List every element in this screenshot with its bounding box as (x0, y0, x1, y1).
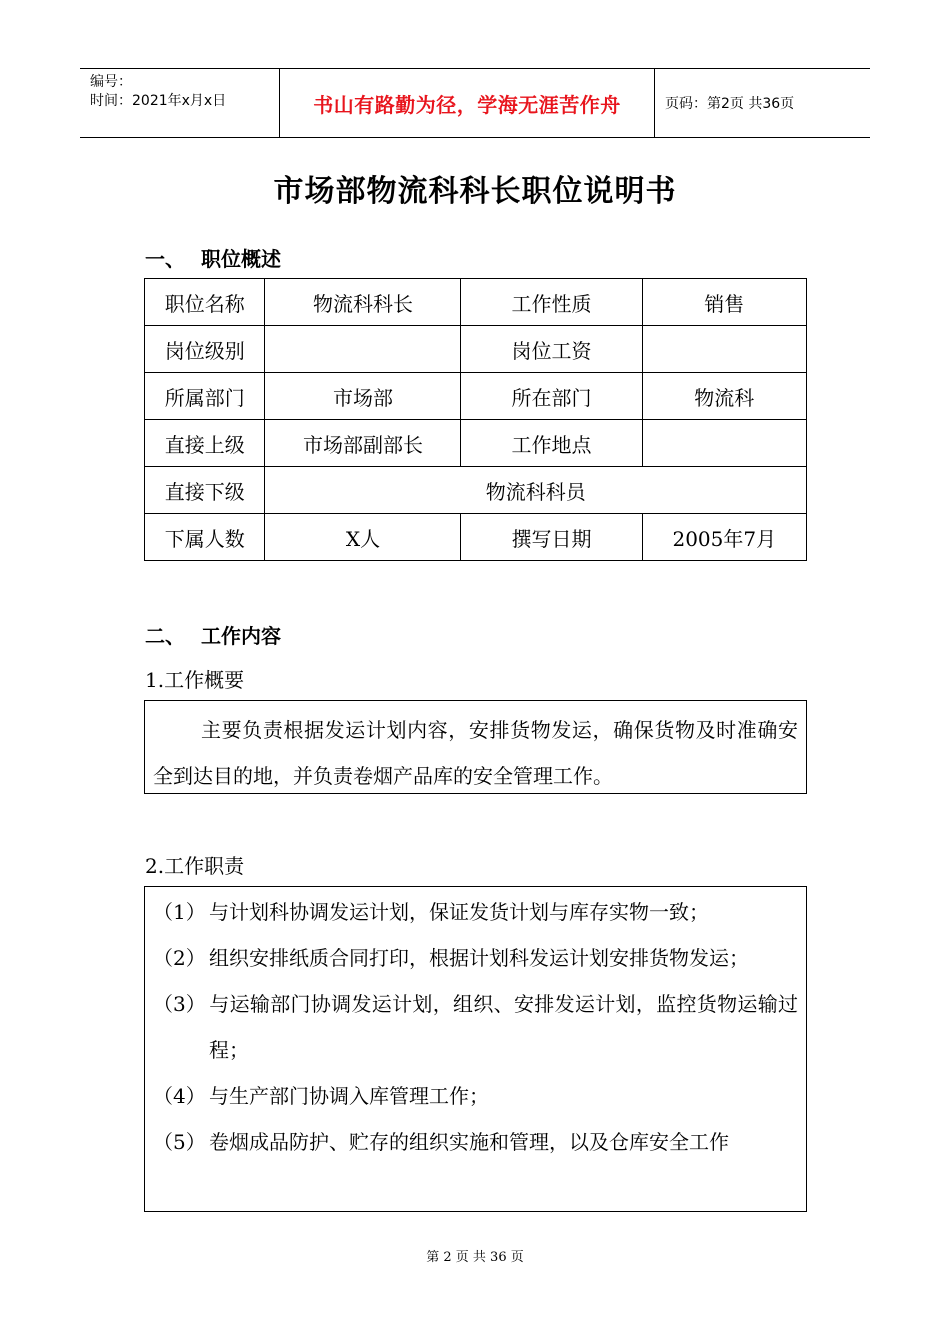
serial-label: 编号： (90, 74, 132, 90)
table-cell: 岗位级别 (145, 326, 265, 373)
table-row (145, 420, 807, 467)
header-page-info: 页码：第2页 共36页 (665, 96, 795, 112)
list-item (153, 981, 798, 1073)
section-1-number: 一、 (145, 247, 185, 271)
table-cell: 撰写日期 (461, 514, 642, 561)
table-cell: 物流科 (642, 373, 806, 420)
header-meta (80, 69, 280, 137)
duty-text: 卷烟成品防护、贮存的组织实施和管理，以及仓库安全工作 (209, 1130, 729, 1154)
section-2-number: 二、 (145, 624, 185, 648)
table-row (145, 326, 807, 373)
time-label: 时间：2021年x月x日 (90, 93, 227, 109)
header-motto: 书山有路勤为径，学海无涯苦作舟 (280, 69, 655, 137)
duty-number: （1） (153, 900, 206, 924)
duty-number: （2） (153, 946, 206, 970)
table-cell: 所在部门 (461, 373, 642, 420)
summary-heading: 1.工作概要 (145, 668, 245, 692)
table-cell: X人 (265, 514, 461, 561)
table-cell: 物流科科员 (265, 467, 807, 514)
position-overview-table (144, 278, 807, 561)
table-cell: 工作性质 (461, 279, 642, 326)
table-cell: 销售 (642, 279, 806, 326)
duty-text: 与生产部门协调入库管理工作； (209, 1084, 489, 1108)
table-row (145, 279, 807, 326)
table-cell: 直接上级 (145, 420, 265, 467)
duty-text: 与运输部门协调发运计划，组织、安排发运计划，监控货物运输过程； (209, 992, 798, 1062)
section-1-heading (145, 243, 281, 272)
table-cell: 下属人数 (145, 514, 265, 561)
table-cell: 职位名称 (145, 279, 265, 326)
page-header (80, 68, 870, 138)
table-cell: 2005年7月 (642, 514, 806, 561)
table-cell: 岗位工资 (461, 326, 642, 373)
list-item (153, 935, 798, 981)
table-cell (642, 420, 806, 467)
duty-text: 组织安排纸质合同打印，根据计划科发运计划安排货物发运； (209, 946, 749, 970)
section-1-title: 职位概述 (201, 247, 281, 271)
table-cell: 市场部 (265, 373, 461, 420)
list-item (153, 889, 798, 935)
table-row (145, 373, 807, 420)
page-footer: 第 2 页 共 36 页 (426, 1250, 524, 1265)
duties-heading: 2.工作职责 (145, 854, 245, 878)
table-row (145, 467, 807, 514)
duty-number: （5） (153, 1130, 206, 1154)
duty-number: （3） (153, 992, 206, 1016)
duty-text: 与计划科协调发运计划，保证发货计划与库存实物一致； (209, 900, 709, 924)
table-cell: 工作地点 (461, 420, 642, 467)
section-2-heading (145, 620, 281, 649)
list-item (153, 1119, 798, 1165)
table-cell: 市场部副部长 (265, 420, 461, 467)
table-cell: 物流科科长 (265, 279, 461, 326)
table-cell: 直接下级 (145, 467, 265, 514)
duties-box (144, 886, 807, 1212)
table-cell (642, 326, 806, 373)
table-row (145, 514, 807, 561)
summary-box: 主要负责根据发运计划内容，安排货物发运，确保货物及时准确安全到达目的地，并负责卷烟产品库的安全管理工作。 (144, 700, 807, 794)
list-item (153, 1073, 798, 1119)
duty-number: （4） (153, 1084, 206, 1108)
section-2-title: 工作内容 (201, 624, 281, 648)
table-cell: 所属部门 (145, 373, 265, 420)
document-title: 市场部物流科科长职位说明书 (273, 174, 677, 209)
table-cell (265, 326, 461, 373)
